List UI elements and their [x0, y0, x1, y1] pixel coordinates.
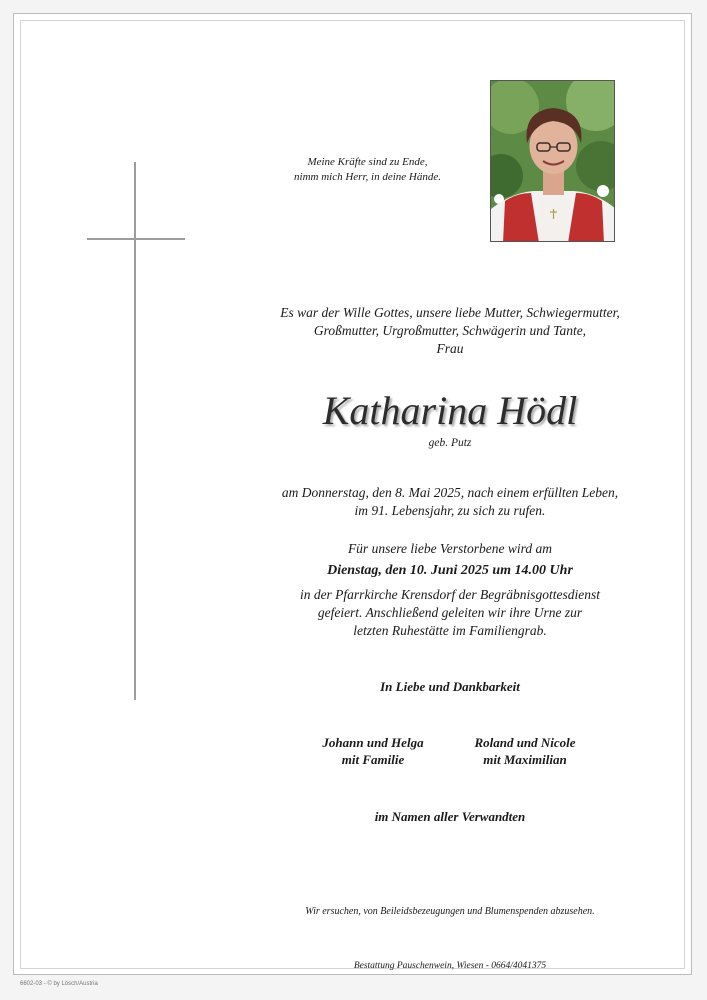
closing-thanks: In Liebe und Dankbarkeit — [380, 679, 520, 694]
funeral-datetime: Dienstag, den 10. Juni 2025 um 14.00 Uhr — [327, 563, 573, 578]
funeral-line-1: in der Pfarrkirche Krensdorf der Begräbnisgottesdienst — [299, 587, 601, 602]
family-1-line-2: mit Familie — [341, 752, 405, 767]
deceased-name: Katharina Hödl — [322, 388, 578, 433]
funeral-line-3: letzten Ruhestätte im Familiengrab. — [353, 623, 547, 638]
relatives-note: im Namen aller Verwandten — [374, 809, 526, 824]
funeral-line-2: gefeiert. Anschließend geleiten wir ihre Urne zur — [317, 605, 583, 620]
portrait-image — [491, 81, 615, 242]
family-2-line-2: mit Maximilian — [483, 752, 567, 767]
death-notice — [260, 484, 640, 520]
family-2-line-1: Roland und Nicole — [474, 735, 576, 750]
undertaker-info: Bestattung Pauschenwein, Wiesen - 0664/4041375 — [353, 961, 547, 971]
funeral-details — [260, 586, 640, 640]
intro-line-2: Großmutter, Urgroßmutter, Schwägerin und Tante, — [313, 323, 587, 338]
bible-quote — [255, 155, 480, 185]
portrait-photo — [490, 80, 615, 242]
intro-line-1: Es war der Wille Gottes, unsere liebe Mutter, Schwiegermutter, — [280, 305, 620, 320]
footer-code: 6602-03 - © by Lösch/Austria — [20, 981, 98, 987]
quote-line-1: Meine Kräfte sind zu Ende, — [307, 156, 428, 168]
death-line-2: im 91. Lebensjahr, zu sich zu rufen. — [354, 503, 546, 518]
maiden-name: geb. Putz — [428, 437, 472, 449]
intro-line-3: Frau — [436, 341, 464, 356]
death-line-1: am Donnerstag, den 8. Mai 2025, nach einem erfüllten Leben, — [281, 485, 619, 500]
funeral-intro: Für unsere liebe Verstorbene wird am — [347, 541, 553, 556]
family-signature-2 — [445, 734, 605, 768]
family-signature-1 — [293, 734, 453, 768]
condolence-request: Wir ersuchen, von Beileidsbezeugungen und Blumenspenden abzusehen. — [305, 906, 595, 917]
announcement-intro — [260, 304, 640, 358]
family-1-line-1: Johann und Helga — [322, 735, 424, 750]
cross-icon-horizontal — [87, 238, 185, 240]
cross-icon-vertical — [134, 162, 136, 700]
quote-line-2: nimm mich Herr, in deine Hände. — [294, 171, 441, 183]
